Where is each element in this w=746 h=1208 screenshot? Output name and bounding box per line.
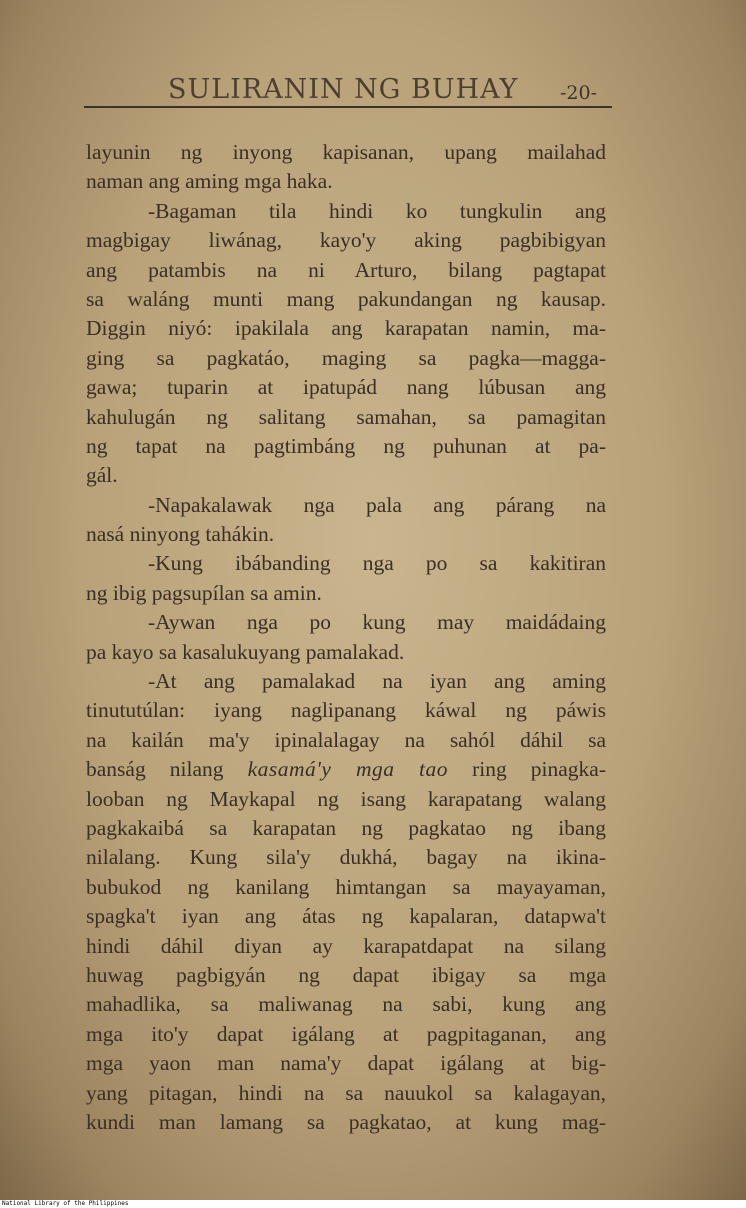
page-number: -20- xyxy=(560,82,598,104)
text-line: mahadlika, sa maliwanag na sabi, kung ang xyxy=(86,992,606,1017)
body-text xyxy=(86,138,606,1137)
text-line: spagka't iyan ang átas ng kapalaran, datapwa't xyxy=(86,904,606,929)
text-line: nasá ninyong tahákin. xyxy=(86,522,275,547)
text-line: mga ito'y dapat igálang at pagpitaganan, ang xyxy=(86,1021,606,1046)
text-line: ging sa pagkatáo, maging sa pagka—magga- xyxy=(86,345,606,370)
text-line: magbigay liwánag, kayo'y aking pagbibigyan xyxy=(86,228,606,253)
text-line: ang patambis na ni Arturo, bilang pagtapat xyxy=(86,257,606,282)
text-line: layunin ng inyong kapisanan, upang mailahad xyxy=(86,140,606,164)
text-line: huwag pagbigyán ng dapat ibigay sa mga xyxy=(86,962,606,987)
text-line: pa kayo sa kasalukuyang pamalakad. xyxy=(86,639,405,664)
text-line: -Bagaman tila hindi ko tungkulin ang xyxy=(148,198,606,223)
running-head xyxy=(0,74,746,108)
text-line: yang pitagan, hindi na sa nauukol sa kalagayan, xyxy=(86,1080,606,1105)
text-fragment: ring pinagka- xyxy=(472,757,607,782)
text-line: ng ibig pagsupílan sa amin. xyxy=(86,580,322,605)
library-credit: National Library of the Philippines xyxy=(2,1200,129,1207)
emphasis-text: kasamá'y mga tao xyxy=(247,757,449,782)
text-line: tinututúlan: iyang naglipanang káwal ng páwis xyxy=(86,698,606,723)
text-line: -Napakalawak nga pala ang párang na xyxy=(148,492,606,517)
text-line: -Aywan nga po kung may maidádaing xyxy=(148,610,606,635)
text-line: kundi man lamang sa pagkatao, at kung mag- xyxy=(86,1109,606,1134)
text-line: pagkakaibá sa karapatan ng pagkatao ng ibang xyxy=(86,815,606,840)
footer-strip xyxy=(0,1200,746,1208)
text-line: hindi dáhil diyan ay karapatdapat na silang xyxy=(86,933,606,958)
text-line: naman ang aming mga haka. xyxy=(86,169,333,194)
header-rule xyxy=(84,106,612,108)
text-line: -Kung ibábanding nga po sa kakitiran xyxy=(148,551,606,576)
text-line: ng tapat na pagtimbáng ng puhunan at pa- xyxy=(86,433,606,458)
text-line: looban ng Maykapal ng isang karapatang walang xyxy=(86,786,606,811)
text-line: na kailán ma'y ipinalalagay na sahól dáhil sa xyxy=(86,727,606,752)
text-line: -At ang pamalakad na iyan ang aming xyxy=(148,669,606,694)
text-line: sa waláng munti mang pakundangan ng kausap. xyxy=(86,286,606,311)
text-line: Diggin niyó: ipakilala ang karapatan namin, ma- xyxy=(86,316,606,341)
text-line: kahulugán ng salitang samahan, sa pamagitan xyxy=(86,404,606,429)
text-line-with-emphasis xyxy=(86,755,606,784)
text-line: gawa; tuparin at ipatupád nang lúbusan ang xyxy=(86,375,606,400)
text-line: bubukod ng kanilang himtangan sa mayayaman, xyxy=(86,874,606,899)
running-title: SULIRANIN NG BUHAY xyxy=(168,74,519,105)
text-line: mga yaon man nama'y dapat igálang at big- xyxy=(86,1051,606,1076)
text-fragment: banság nilang xyxy=(86,757,224,782)
text-line: gál. xyxy=(86,463,118,488)
text-line: nilalang. Kung sila'y dukhá, bagay na ikina- xyxy=(86,845,606,870)
